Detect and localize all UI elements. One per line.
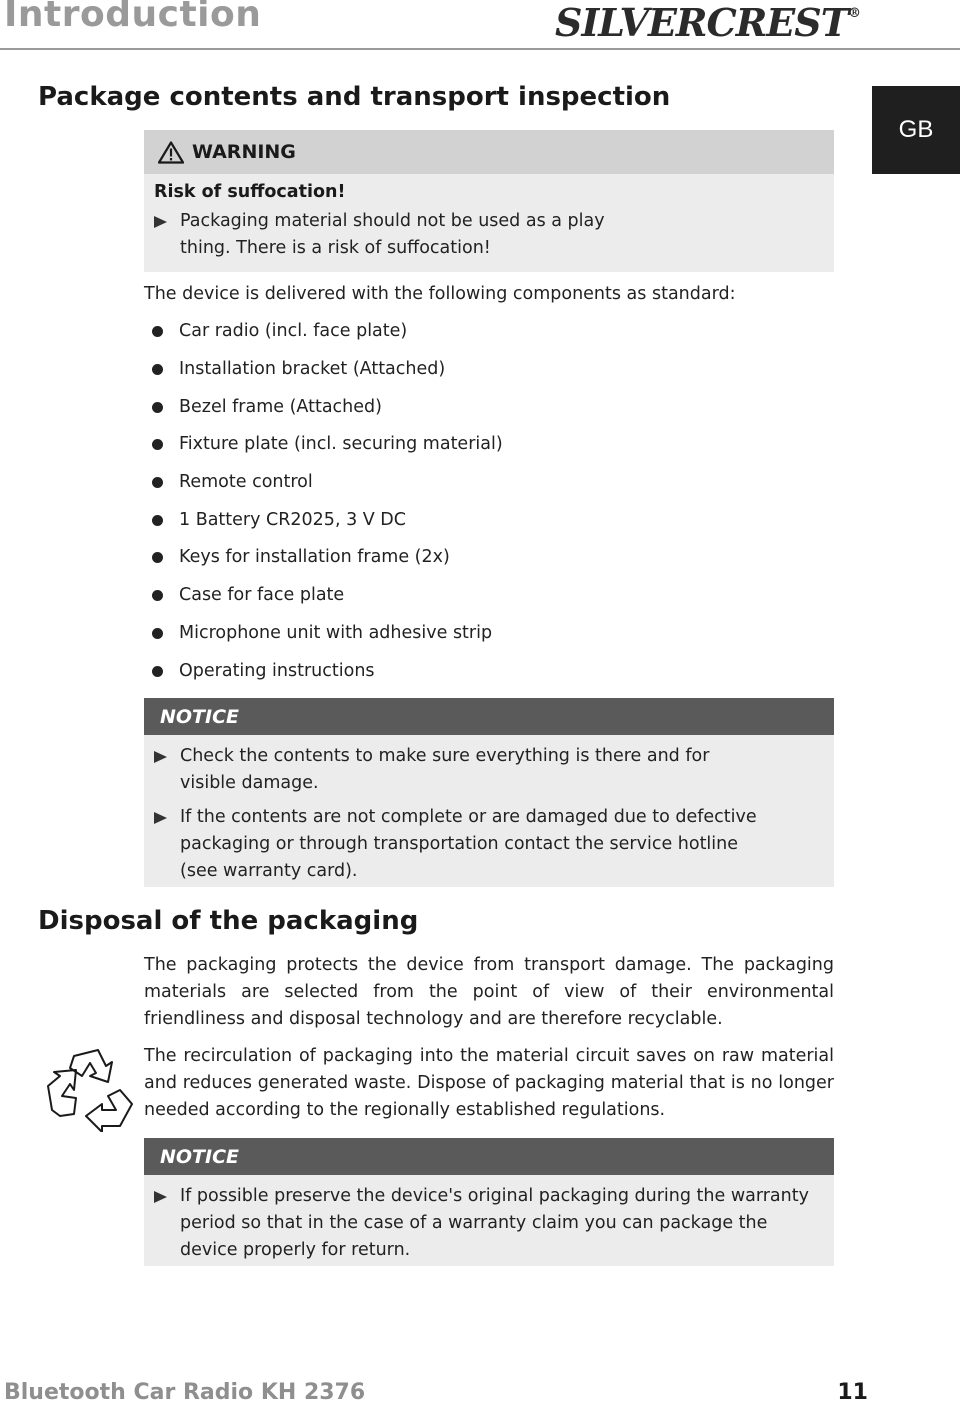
arrow-bullet-icon bbox=[154, 216, 167, 228]
notice-item-text: If possible preserve the device's original packaging during the warranty period so that in the case of a warranty claim you can package the device properly for return. bbox=[180, 1186, 809, 1260]
warning-triangle-icon bbox=[158, 141, 184, 164]
notice-item-text: Check the contents to make sure everything is there and for visible damage. bbox=[180, 746, 710, 793]
component-label: Microphone unit with adhesive strip bbox=[179, 622, 493, 643]
components-intro: The device is delivered with the following components as standard: bbox=[144, 284, 736, 304]
list-item bbox=[152, 426, 503, 464]
notice-item bbox=[154, 804, 824, 885]
footer-product-name: Bluetooth Car Radio KH 2376 bbox=[4, 1380, 366, 1405]
notice-list bbox=[144, 1175, 834, 1275]
bullet-dot-icon bbox=[152, 439, 163, 450]
component-label: Remote control bbox=[179, 472, 313, 493]
header-divider bbox=[0, 48, 960, 50]
bullet-dot-icon bbox=[152, 628, 163, 639]
language-tab: GB bbox=[872, 86, 960, 174]
list-item bbox=[152, 577, 503, 615]
notice-list bbox=[144, 735, 834, 896]
disposal-notice-box bbox=[144, 1138, 834, 1266]
notice-item bbox=[154, 743, 824, 797]
notice-header: NOTICE bbox=[144, 1138, 834, 1175]
bullet-dot-icon bbox=[152, 402, 163, 413]
notice-header: NOTICE bbox=[144, 698, 834, 735]
warning-label: WARNING bbox=[192, 141, 296, 163]
warning-subheading: Risk of suffocation! bbox=[154, 182, 346, 202]
components-list bbox=[152, 313, 503, 690]
brand-logo bbox=[555, 0, 860, 45]
warning-header bbox=[144, 130, 834, 174]
arrow-bullet-icon bbox=[154, 812, 167, 824]
brand-name: SILVERCREST bbox=[555, 0, 848, 45]
disposal-paragraph: The recirculation of packaging into the material circuit saves on raw material and reduces generated waste. Dispose of packaging material that is no longer needed according to the regionally established regulations. bbox=[144, 1046, 834, 1120]
list-item bbox=[152, 388, 503, 426]
notice-item-text: If the contents are not complete or are damaged due to defective packaging or through transportation contact the service hotline (see warranty card). bbox=[180, 807, 757, 881]
list-item bbox=[152, 351, 503, 389]
page-section-title: Introduction bbox=[4, 0, 262, 35]
disposal-heading: Disposal of the packaging bbox=[38, 906, 419, 936]
list-item bbox=[152, 615, 503, 653]
list-item bbox=[152, 313, 503, 351]
list-item bbox=[152, 464, 503, 502]
component-label: 1 Battery CR2025, 3 V DC bbox=[179, 509, 406, 530]
bullet-dot-icon bbox=[152, 666, 163, 677]
component-label: Bezel frame (Attached) bbox=[179, 396, 382, 417]
warning-box bbox=[144, 130, 834, 272]
list-item bbox=[152, 652, 503, 690]
bullet-dot-icon bbox=[152, 477, 163, 488]
warning-item bbox=[154, 208, 834, 262]
recycle-icon bbox=[46, 1046, 134, 1132]
registered-mark: ® bbox=[848, 6, 860, 21]
component-label: Keys for installation frame (2x) bbox=[179, 547, 450, 568]
warning-list bbox=[154, 208, 834, 262]
list-item bbox=[152, 539, 503, 577]
arrow-bullet-icon bbox=[154, 751, 167, 763]
component-label: Operating instructions bbox=[179, 660, 375, 681]
page-number: 11 bbox=[837, 1380, 868, 1405]
package-contents-heading: Package contents and transport inspection bbox=[38, 82, 671, 112]
notice-item bbox=[154, 1183, 824, 1264]
warning-item-text: Packaging material should not be used as a play thing. There is a risk of suffocation! bbox=[180, 211, 605, 258]
component-label: Case for face plate bbox=[179, 585, 345, 606]
arrow-bullet-icon bbox=[154, 1191, 167, 1203]
bullet-dot-icon bbox=[152, 515, 163, 526]
package-notice-box bbox=[144, 698, 834, 887]
component-label: Car radio (incl. face plate) bbox=[179, 321, 408, 342]
bullet-dot-icon bbox=[152, 364, 163, 375]
component-label: Installation bracket (Attached) bbox=[179, 359, 446, 380]
component-label: Fixture plate (incl. securing material) bbox=[179, 434, 503, 455]
bullet-dot-icon bbox=[152, 590, 163, 601]
list-item bbox=[152, 501, 503, 539]
disposal-paragraph: The packaging protects the device from transport damage. The packaging materials are selected from the point of view of their environmental friendliness and disposal technology and are therefore recyclable. bbox=[144, 955, 834, 1029]
bullet-dot-icon bbox=[152, 552, 163, 563]
bullet-dot-icon bbox=[152, 326, 163, 337]
